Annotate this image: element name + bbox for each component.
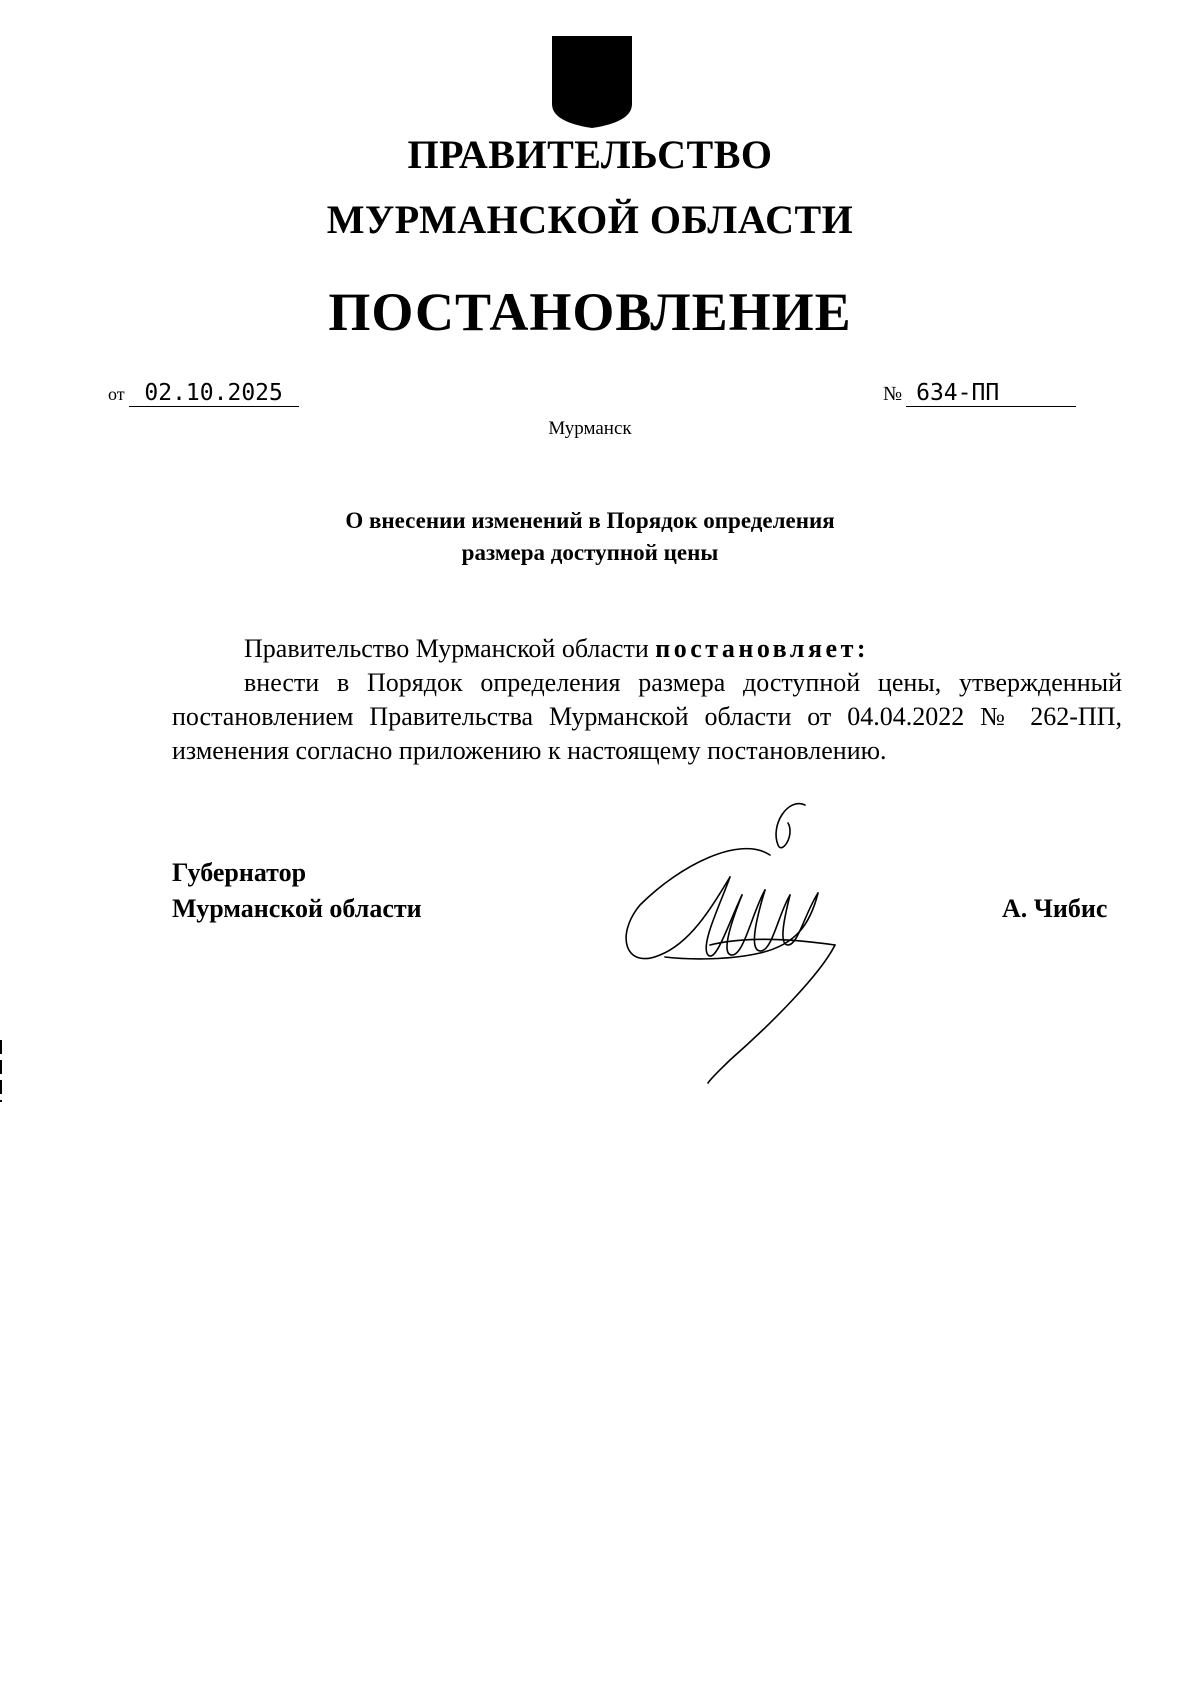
scan-edge-mark — [0, 1040, 2, 1102]
intro-text: Правительство Мурманской области — [244, 634, 649, 663]
document-date — [108, 380, 299, 407]
handwritten-signature-icon — [620, 795, 860, 1085]
signer-name: А. Чибис — [1002, 894, 1108, 923]
document-body — [172, 632, 1122, 768]
number-value: 634-ПП — [906, 380, 1076, 407]
intro-paragraph — [172, 632, 1122, 666]
document-title — [0, 505, 1180, 569]
intro-keyword: постановляет: — [655, 634, 869, 663]
date-prefix: от — [108, 384, 125, 404]
coat-of-arms-icon — [550, 34, 634, 130]
date-value: 02.10.2025 — [129, 380, 299, 407]
main-paragraph: внести в Порядок определения размера доступной цены, утвержденный постановлением Правительства Мурманской области от 04.04.2022 № 262-ПП, изменения согласно приложению к настоящему постановлению. — [172, 668, 1122, 765]
title-line-2: размера доступной цены — [461, 540, 719, 565]
org-name-line-2: МУРМАНСКОЙ ОБЛАСТИ — [326, 197, 854, 242]
signer-position — [172, 855, 422, 927]
signer-position-line-1: Губернатор — [172, 858, 307, 887]
org-name-line-1: ПРАВИТЕЛЬСТВО — [407, 132, 773, 177]
document-number — [883, 380, 1076, 407]
city: Мурманск — [548, 418, 632, 439]
number-prefix: № — [883, 383, 903, 405]
signer-position-line-2: Мурманской области — [172, 894, 422, 923]
document-type: ПОСТАНОВЛЕНИЕ — [328, 282, 852, 342]
title-line-1: О внесении изменений в Порядок определения — [345, 508, 835, 533]
